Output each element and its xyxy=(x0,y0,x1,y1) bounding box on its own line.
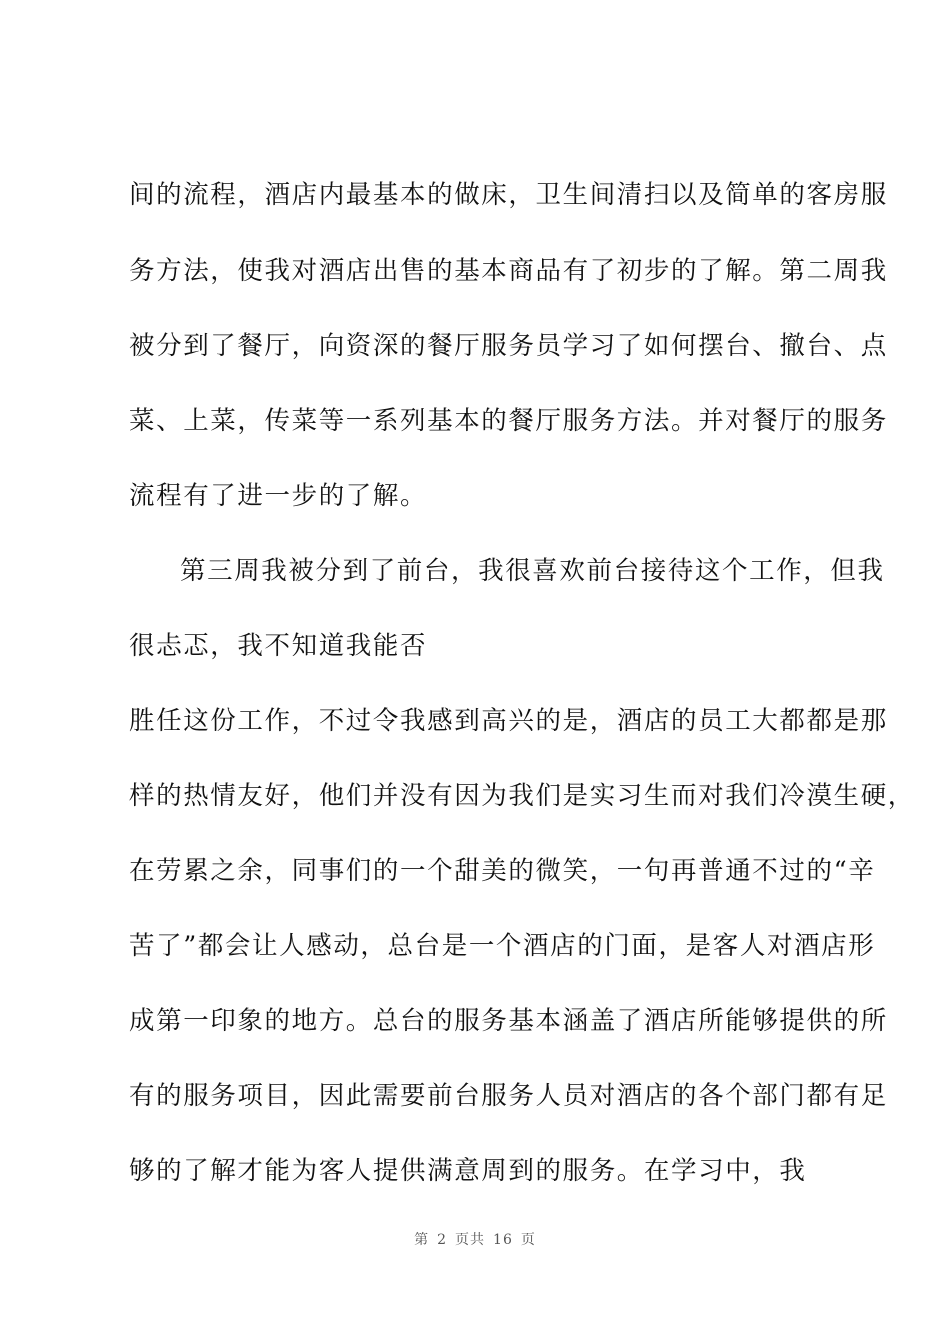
body-text-line: 苦了”都会让人感动，总台是一个酒店的门面，是客人对酒店形 xyxy=(129,931,876,961)
total-pages-number: 16 xyxy=(493,1232,513,1248)
body-text-line: 流程有了进一步的了解。 xyxy=(129,481,428,511)
body-text-line: 有的服务项目，因此需要前台服务人员对酒店的各个部门都有足 xyxy=(129,1081,888,1111)
paragraph-first-line: 第三周我被分到了前台，我很喜欢前台接待这个工作，但我 xyxy=(180,556,885,586)
body-text-line: 被分到了餐厅，向资深的餐厅服务员学习了如何摆台、撤台、点 xyxy=(129,331,888,361)
body-text-line: 成第一印象的地方。总台的服务基本涵盖了酒店所能够提供的所 xyxy=(129,1006,888,1036)
page-label-middle: 页共 xyxy=(455,1232,486,1248)
body-text-line: 胜任这份工作，不过令我感到高兴的是，酒店的员工大都都是那 xyxy=(129,706,888,736)
body-text-line: 菜、上菜，传菜等一系列基本的餐厅服务方法。并对餐厅的服务 xyxy=(129,406,888,436)
page-label-prefix: 第 xyxy=(414,1232,430,1248)
body-text-line: 务方法，使我对酒店出售的基本商品有了初步的了解。第二周我 xyxy=(129,256,888,286)
body-text-line: 很忐忑，我不知道我能否 xyxy=(129,631,428,661)
page-label-suffix: 页 xyxy=(520,1232,536,1248)
current-page-number: 2 xyxy=(437,1232,448,1248)
page-footer xyxy=(0,1229,950,1249)
body-text-line: 在劳累之余，同事们的一个甜美的微笑，一句再普通不过的“辛 xyxy=(129,856,876,886)
body-text-line: 样的热情友好，他们并没有因为我们是实习生而对我们冷漠生硬， xyxy=(129,781,915,811)
body-text-line: 间的流程，酒店内最基本的做床，卫生间清扫以及简单的客房服 xyxy=(129,180,888,210)
body-text-line: 够的了解才能为客人提供满意周到的服务。在学习中，我 xyxy=(129,1156,807,1186)
